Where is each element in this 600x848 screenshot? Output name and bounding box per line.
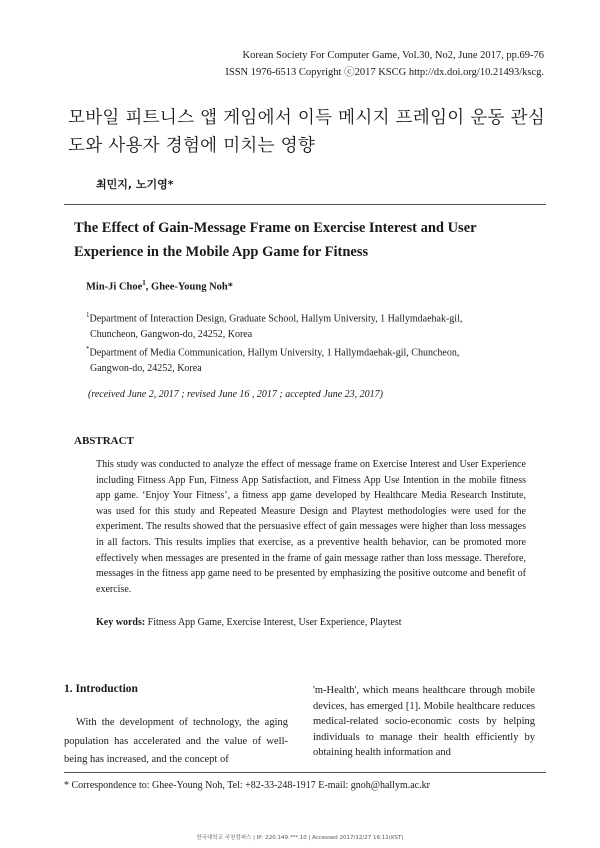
- author-2: Ghee-Young Noh*: [151, 281, 234, 293]
- title-divider: [64, 204, 546, 205]
- affiliation-1: [86, 308, 526, 327]
- received-dates: (received June 2, 2017 ; revised June 16 , 2017 ; accepted June 23, 2017): [88, 389, 383, 400]
- affiliation-1-superscript: 1: [86, 311, 90, 319]
- author-separator: ,: [145, 281, 152, 293]
- keywords-label: Key words:: [96, 617, 146, 628]
- keywords: [96, 617, 402, 628]
- affiliation-2-line-1: Department of Media Communication, Hallym University, 1 Hallymdaehak-gil, Chuncheon,: [89, 347, 460, 359]
- journal-citation: Korean Society For Computer Game, Vol.30, No2, June 2017, pp.69-76: [242, 50, 544, 61]
- korean-title: 모바일 피트니스 앱 게임에서 이득 메시지 프레임이 운동 관심도와 사용자 경험에 미치는 영향: [68, 108, 546, 156]
- abstract-heading: ABSTRACT: [74, 435, 134, 447]
- footnote-divider: [64, 772, 546, 773]
- section-heading-introduction: 1. Introduction: [64, 683, 138, 695]
- abstract-text: This study was conducted to analyze the effect of message frame on Exercise Interest and User Experience including Fitness App Fun, Fitness App Satisfaction, and Fitness App Use Intention in the mobile fitness app game. ‘Enjoy Your Fitness’, a fitness app game developed by Healthcare Media Research Institute, was used for this study and Repeated Measure Design and Playtest methodologies were used for the experiment. The results showed that the persuasive effect of gain messages were higher than loss messages in all factors. This results implies that exercise, as a preventive health behavior, can be promoted more effectively when messages are presented in the frame of gain message rather than loss message. Therefore, messages in the fitness app game need to be presented by emphasizing the positive outcome and benefit of exercise.: [96, 459, 526, 595]
- affiliations: [86, 308, 526, 377]
- author-1: Min-Ji Choe: [86, 281, 143, 293]
- affiliation-2-superscript: *: [86, 345, 90, 354]
- english-title: The Effect of Gain-Message Frame on Exercise Interest and User Experience in the Mobile App Game for Fitness: [74, 220, 477, 260]
- correspondence-footnote: * Correspondence to: Ghee-Young Noh, Tel: +82-33-248-1917 E-mail: gnoh@hallym.ac.kr: [64, 780, 430, 791]
- affiliation-1-line-1: Department of Interaction Design, Graduate School, Hallym University, 1 Hallymdaehak-gil,: [89, 313, 463, 325]
- affiliation-2-line-2: Gangwon-do, 24252, Korea: [90, 363, 202, 375]
- affiliation-2: [86, 342, 526, 361]
- intro-right-column: 'm-Health', which means healthcare through mobile devices, has emerged [1]. Mobile healthcare reduces medical-related socio-economic costs by helping individuals to manage their health efficiently by obtaining health information and: [313, 685, 535, 758]
- affiliation-1-line-2: Chuncheon, Gangwon-do, 24252, Korea: [90, 328, 253, 340]
- author-1-superscript: 1: [142, 279, 146, 287]
- korean-authors: 최민지, 노기영*: [96, 178, 174, 191]
- download-watermark: 한국대학교 국천컴퍼스 | IP: 220.149.***.10 | Accessed 2017/12/27 16:11(KST): [196, 835, 404, 841]
- keywords-list: Fitness App Game, Exercise Interest, User Experience, Playtest: [145, 617, 402, 628]
- intro-left-column: With the development of technology, the aging population has accelerated and the value of well-being has increased, and the concept of: [64, 717, 288, 765]
- journal-issn: ISSN 1976-6513 Copyright ⓒ2017 KSCG http://dx.doi.org/10.21493/kscg.: [225, 67, 544, 78]
- english-authors: [86, 279, 233, 293]
